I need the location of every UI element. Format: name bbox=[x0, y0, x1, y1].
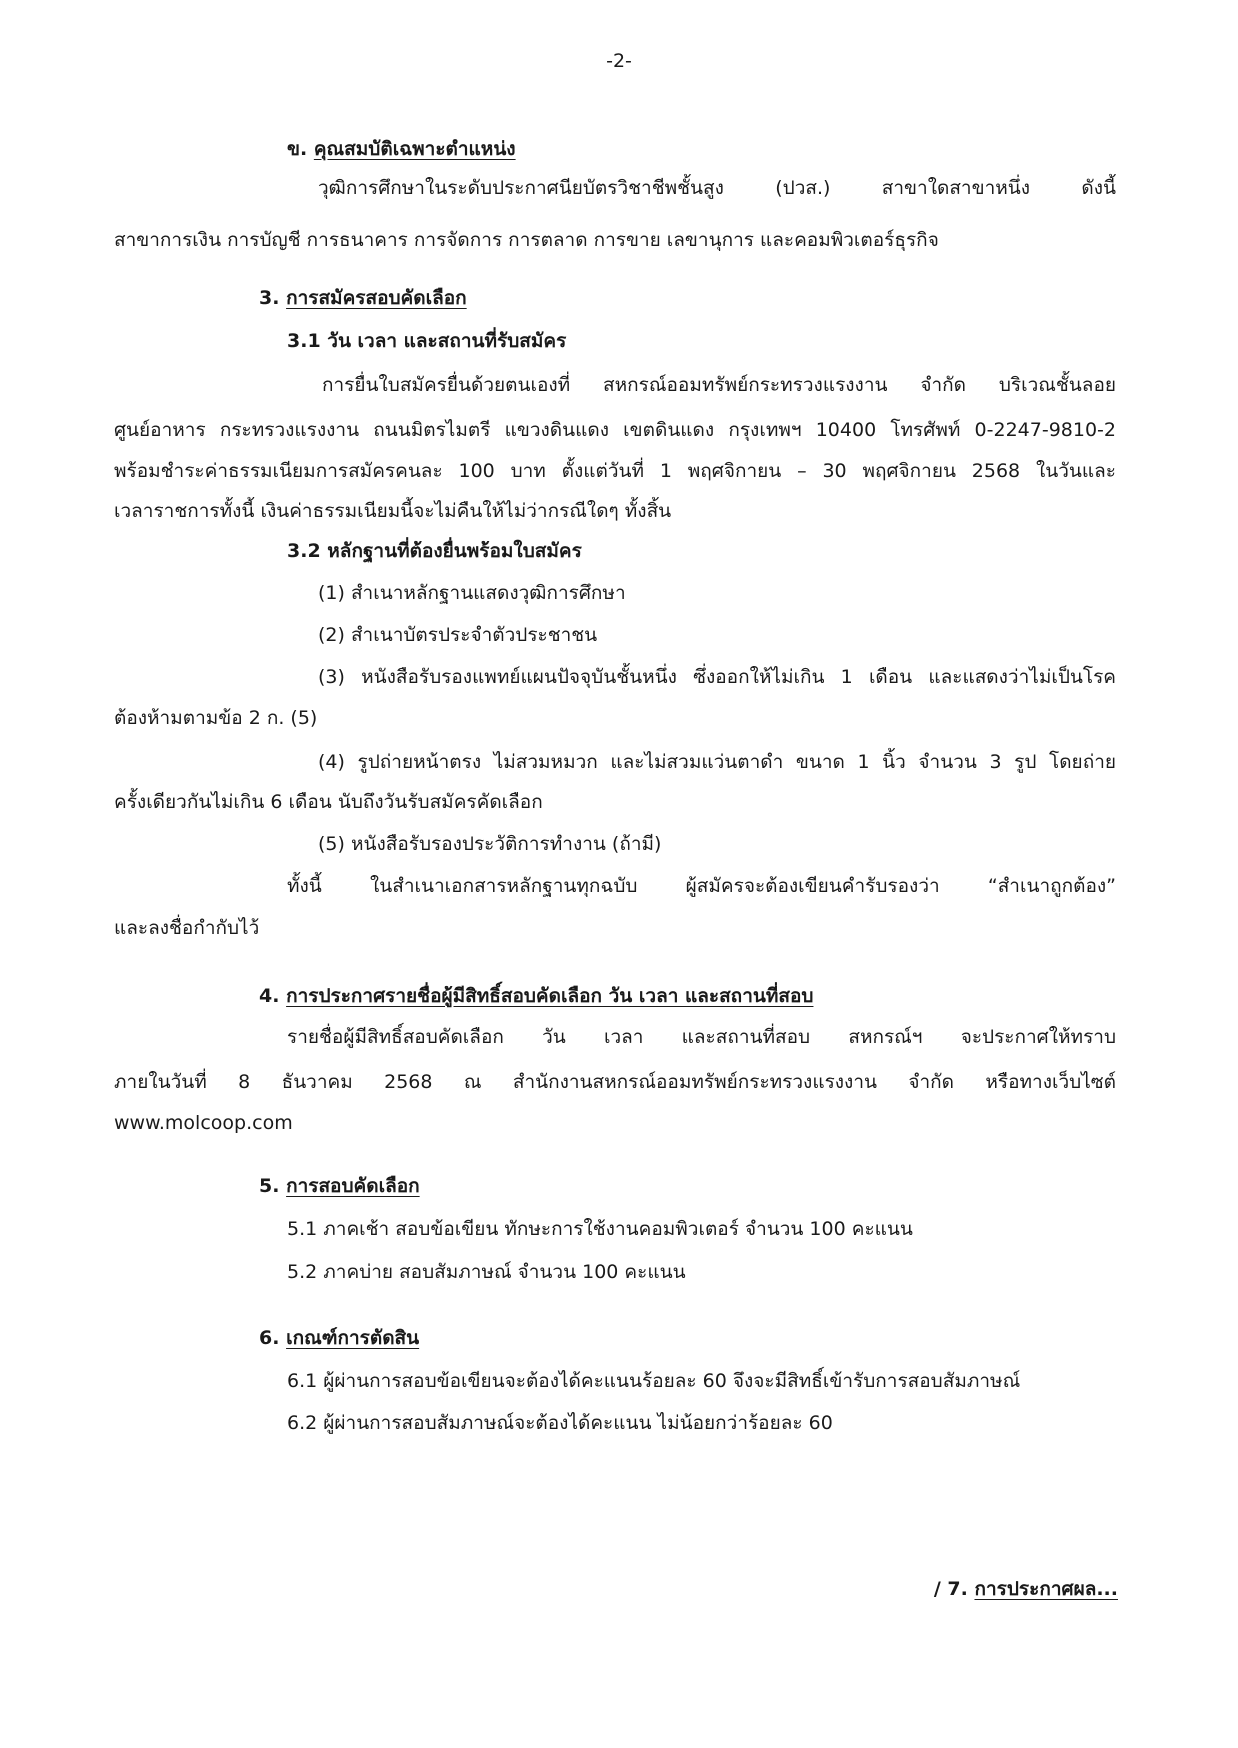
section-3-1-heading: 3.1 วัน เวลา และสถานที่รับสมัคร bbox=[287, 330, 567, 352]
section-3-2-note-2: และลงชื่อกำกับไว้ bbox=[114, 917, 260, 939]
section-6-item-1: 6.1 ผู้ผ่านการสอบข้อเขียนจะต้องได้คะแนนร้อยละ 60 จึงจะมีสิทธิ์เข้ารับการสอบสัมภาษณ์ bbox=[287, 1370, 1021, 1392]
section-6-heading bbox=[259, 1327, 419, 1350]
page-number: -2- bbox=[606, 50, 632, 72]
section-3-2-item-1: (1) สำเนาหลักฐานแสดงวุฒิการศึกษา bbox=[318, 582, 626, 604]
section-3-2-item-2: (2) สำเนาบัตรประจำตัวประชาชน bbox=[318, 624, 598, 646]
section-6-number: 6. bbox=[259, 1327, 280, 1349]
section-5-heading bbox=[259, 1175, 420, 1198]
section-3-1-line4: เวลาราชการทั้งนี้ เงินค่าธรรมเนียมนี้จะไม่คืนให้ไม่ว่ากรณีใดๆ ทั้งสิ้น bbox=[114, 500, 672, 522]
section-3-2-item-5: (5) หนังสือรับรองประวัติการทำงาน (ถ้ามี) bbox=[318, 833, 662, 855]
section-6-title: เกณฑ์การตัดสิน bbox=[286, 1327, 420, 1349]
section-3-2-note-1: ทั้งนี้ ในสำเนาเอกสารหลักฐานทุกฉบับ ผู้สมัครจะต้องเขียนคำรับรองว่า “สำเนาถูกต้อง” bbox=[287, 875, 1116, 897]
section-3-1-line2: ศูนย์อาหาร กระทรวงแรงงาน ถนนมิตรไมตรี แขวงดินแดง เขตดินแดง กรุงเทพฯ 10400 โทรศัพท์ 0-2247-9810-2 bbox=[114, 419, 1116, 441]
section-3-2-item-3b: ต้องห้ามตามข้อ 2 ก. (5) bbox=[114, 707, 318, 729]
section-3-2-heading: 3.2 หลักฐานที่ต้องยื่นพร้อมใบสมัคร bbox=[287, 540, 582, 562]
section-4-heading bbox=[259, 985, 813, 1008]
section-kh-heading bbox=[287, 138, 516, 161]
section-3-2-item-3a: (3) หนังสือรับรองแพทย์แผนปัจจุบันชั้นหนึ่ง ซึ่งออกให้ไม่เกิน 1 เดือน และแสดงว่าไม่เป็นโรค bbox=[318, 666, 1117, 688]
section-4-website: www.molcoop.com bbox=[114, 1112, 293, 1134]
continuation-prefix: / 7. bbox=[933, 1578, 968, 1600]
continuation-note bbox=[934, 1578, 1118, 1601]
section-3-2-item-4a: (4) รูปถ่ายหน้าตรง ไม่สวมหมวก และไม่สวมแว่นตาดำ ขนาด 1 นิ้ว จำนวน 3 รูป โดยถ่าย bbox=[318, 751, 1116, 773]
section-kh-title: คุณสมบัติเฉพาะตำแหน่ง bbox=[313, 138, 516, 160]
section-5-title: การสอบคัดเลือก bbox=[286, 1175, 420, 1197]
section-3-heading bbox=[259, 287, 467, 310]
section-kh-line1: วุฒิการศึกษาในระดับประกาศนียบัตรวิชาชีพชั้นสูง (ปวส.) สาขาใดสาขาหนึ่ง ดังนี้ bbox=[318, 177, 1116, 199]
section-5-item-2: 5.2 ภาคบ่าย สอบสัมภาษณ์ จำนวน 100 คะแนน bbox=[287, 1261, 686, 1283]
section-3-title: การสมัครสอบคัดเลือก bbox=[286, 287, 467, 309]
section-3-1-line1: การยื่นใบสมัครยื่นด้วยตนเองที่ สหกรณ์ออมทรัพย์กระทรวงแรงงาน จำกัด บริเวณชั้นลอย bbox=[322, 374, 1116, 396]
section-4-line1: รายชื่อผู้มีสิทธิ์สอบคัดเลือก วัน เวลา และสถานที่สอบ สหกรณ์ฯ จะประกาศให้ทราบ bbox=[287, 1026, 1116, 1048]
section-4-line2: ภายในวันที่ 8 ธันวาคม 2568 ณ สำนักงานสหกรณ์ออมทรัพย์กระทรวงแรงงาน จำกัด หรือทางเว็บไซต์ bbox=[114, 1071, 1116, 1093]
section-5-item-1: 5.1 ภาคเช้า สอบข้อเขียน ทักษะการใช้งานคอมพิวเตอร์ จำนวน 100 คะแนน bbox=[287, 1218, 913, 1240]
section-kh-label: ข. bbox=[287, 138, 308, 160]
section-4-title: การประกาศรายชื่อผู้มีสิทธิ์สอบคัดเลือก วัน เวลา และสถานที่สอบ bbox=[286, 985, 814, 1007]
section-4-number: 4. bbox=[259, 985, 280, 1007]
section-3-number: 3. bbox=[259, 287, 280, 309]
section-5-number: 5. bbox=[259, 1175, 280, 1197]
section-6-item-2: 6.2 ผู้ผ่านการสอบสัมภาษณ์จะต้องได้คะแนน ไม่น้อยกว่าร้อยละ 60 bbox=[287, 1412, 833, 1434]
section-kh-line2: สาขาการเงิน การบัญชี การธนาคาร การจัดการ การตลาด การขาย เลขานุการ และคอมพิวเตอร์ธุรกิจ bbox=[114, 229, 939, 251]
continuation-next-section: การประกาศผล... bbox=[974, 1578, 1118, 1600]
section-3-2-item-4b: ครั้งเดียวกันไม่เกิน 6 เดือน นับถึงวันรับสมัครคัดเลือก bbox=[114, 791, 543, 813]
section-3-1-line3: พร้อมชำระค่าธรรมเนียมการสมัครคนละ 100 บาท ตั้งแต่วันที่ 1 พฤศจิกายน – 30 พฤศจิกายน 2568 ในวันและ bbox=[114, 460, 1116, 482]
